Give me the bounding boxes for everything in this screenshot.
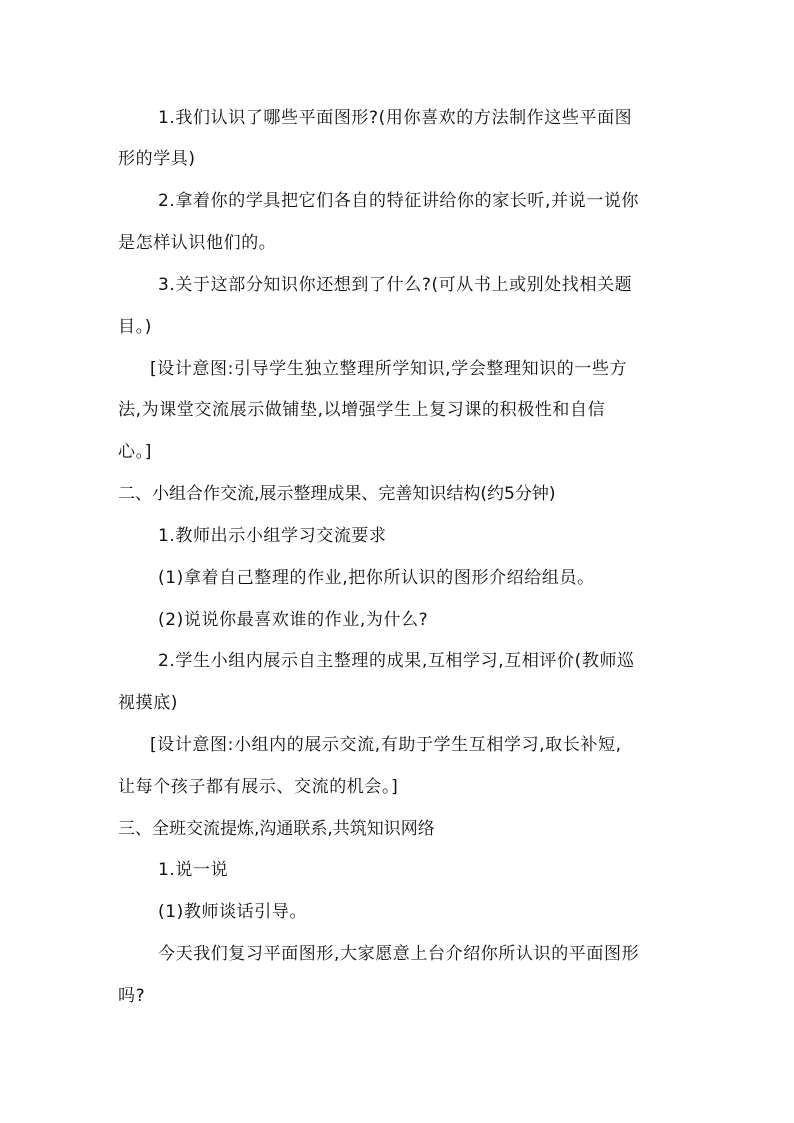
section-heading: 三、全班交流提炼,沟通联系,共筑知识网络 [118,819,435,839]
paragraph-line: 1.我们认识了哪些平面图形?(用你喜欢的方法制作这些平面图 [158,108,633,128]
paragraph-line: 3.关于这部分知识你还想到了什么?(可从书上或别处找相关题 [158,275,633,295]
paragraph-line: (2)说说你最喜欢谁的作业,为什么? [158,610,429,630]
paragraph-line: 1.说一说 [158,860,229,880]
design-note-line: 心。] [118,442,152,462]
paragraph-line: 2.学生小组内展示自主整理的成果,互相学习,互相评价(教师巡 [158,651,635,671]
paragraph-line: 目。) [118,317,152,337]
paragraph-line: (1)拿着自己整理的作业,把你所认识的图形介绍给组员。 [158,568,595,588]
design-note-line: [设计意图:小组内的展示交流,有助于学生互相学习,取长补短, [150,735,622,755]
paragraph-line: 形的学具) [118,149,196,169]
paragraph-line: 1.教师出示小组学习交流要求 [158,526,387,546]
design-note-line: [设计意图:引导学生独立整理所学知识,学会整理知识的一些方 [150,359,628,379]
paragraph-line: (1)教师谈话引导。 [158,902,308,922]
paragraph-line: 今天我们复习平面图形,大家愿意上台介绍你所认识的平面图形 [158,944,640,964]
paragraph-line: 是怎样认识他们的。 [118,233,277,253]
paragraph-line: 视摸底) [118,693,179,713]
design-note-line: 法,为课堂交流展示做铺垫,以增强学生上复习课的积极性和自信 [118,400,606,420]
paragraph-line: 2.拿着你的学具把它们各自的特征讲给你的家长听,并说一说你 [158,191,640,211]
section-heading: 二、小组合作交流,展示整理成果、完善知识结构(约5分钟) [118,484,556,504]
design-note-line: 让每个孩子都有展示、交流的机会。] [118,777,399,797]
paragraph-line: 吗? [118,986,146,1006]
